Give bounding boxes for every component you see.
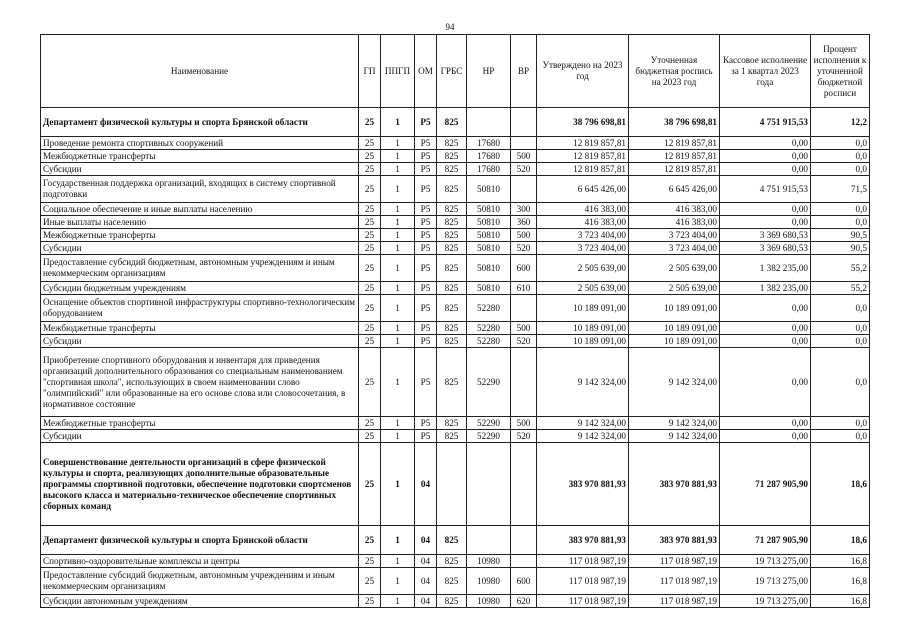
cell-name: Межбюджетные трансферты [41,150,359,163]
cell-cash: 0,00 [720,163,811,176]
cell-name: Межбюджетные трансферты [41,417,359,430]
cell-np [467,443,511,526]
cell-vr [511,555,537,568]
table-header [41,35,870,108]
cell-grbs: 825 [437,526,467,555]
cell-np: 10980 [467,595,511,608]
cell-grbs: 825 [437,150,467,163]
table-row [41,242,870,255]
cell-refined: 9 142 324,00 [629,417,720,430]
cell-np: 17680 [467,150,511,163]
table-row [41,443,870,526]
table-row [41,555,870,568]
cell-refined: 12 819 857,81 [629,137,720,150]
cell-percent: 16,8 [811,568,870,595]
cell-grbs: 825 [437,322,467,335]
cell-ppgp: 1 [381,229,415,242]
cell-ppgp: 1 [381,203,415,216]
cell-refined: 9 142 324,00 [629,348,720,417]
cell-vr [511,176,537,203]
cell-grbs: 825 [437,295,467,322]
cell-om: Р5 [415,176,437,203]
cell-om: Р5 [415,242,437,255]
col-header-refined: Уточненная бюджетная роспись на 2023 год [629,35,720,108]
cell-refined: 10 189 091,00 [629,295,720,322]
cell-cash: 0,00 [720,322,811,335]
cell-ppgp: 1 [381,176,415,203]
cell-grbs: 825 [437,430,467,443]
cell-gp: 25 [359,137,381,150]
cell-om: Р5 [415,229,437,242]
cell-gp: 25 [359,176,381,203]
cell-percent: 0,0 [811,163,870,176]
cell-ppgp: 1 [381,555,415,568]
cell-np [467,108,511,137]
cell-approved: 383 970 881,93 [537,443,629,526]
table-row [41,108,870,137]
cell-percent: 90,5 [811,242,870,255]
cell-cash: 0,00 [720,137,811,150]
cell-vr [511,108,537,137]
cell-approved: 117 018 987,19 [537,555,629,568]
cell-refined: 10 189 091,00 [629,335,720,348]
cell-np: 50810 [467,216,511,229]
cell-refined: 117 018 987,19 [629,595,720,608]
cell-name: Субсидии [41,163,359,176]
cell-name: Субсидии [41,242,359,255]
cell-om: 04 [415,443,437,526]
cell-np: 10980 [467,568,511,595]
cell-cash: 0,00 [720,216,811,229]
cell-percent: 16,8 [811,555,870,568]
cell-gp: 25 [359,229,381,242]
cell-name: Межбюджетные трансферты [41,322,359,335]
table-row [41,216,870,229]
cell-refined: 2 505 639,00 [629,282,720,295]
cell-np: 50810 [467,229,511,242]
cell-grbs: 825 [437,595,467,608]
cell-np: 17680 [467,137,511,150]
cell-gp: 25 [359,163,381,176]
cell-percent: 12,2 [811,108,870,137]
cell-gp: 25 [359,335,381,348]
cell-approved: 12 819 857,81 [537,163,629,176]
cell-vr [511,443,537,526]
cell-ppgp: 1 [381,282,415,295]
cell-approved: 12 819 857,81 [537,137,629,150]
cell-name: Субсидии бюджетным учреждениям [41,282,359,295]
cell-cash: 0,00 [720,348,811,417]
cell-om: Р5 [415,137,437,150]
cell-np: 52280 [467,335,511,348]
cell-grbs: 825 [437,203,467,216]
cell-approved: 3 723 404,00 [537,229,629,242]
cell-om: Р5 [415,282,437,295]
cell-om: 04 [415,555,437,568]
cell-approved: 416 383,00 [537,203,629,216]
col-header-approved: Утверждено на 2023 год [537,35,629,108]
cell-ppgp: 1 [381,242,415,255]
table-body [41,108,870,608]
cell-refined: 3 723 404,00 [629,242,720,255]
cell-percent: 0,0 [811,137,870,150]
cell-grbs [437,443,467,526]
cell-ppgp: 1 [381,348,415,417]
cell-om: Р5 [415,322,437,335]
cell-cash: 71 287 905,90 [720,443,811,526]
cell-refined: 117 018 987,19 [629,568,720,595]
cell-ppgp: 1 [381,150,415,163]
cell-om: Р5 [415,108,437,137]
table-row [41,526,870,555]
cell-ppgp: 1 [381,335,415,348]
cell-percent: 0,0 [811,203,870,216]
cell-np: 17680 [467,163,511,176]
cell-gp: 25 [359,242,381,255]
cell-vr: 600 [511,568,537,595]
table-row [41,229,870,242]
cell-vr: 520 [511,163,537,176]
cell-grbs: 825 [437,163,467,176]
cell-grbs: 825 [437,255,467,282]
cell-refined: 383 970 881,93 [629,443,720,526]
cell-approved: 12 819 857,81 [537,150,629,163]
cell-vr [511,137,537,150]
cell-np: 50810 [467,203,511,216]
cell-approved: 2 505 639,00 [537,255,629,282]
col-header-cash: Кассовое исполнение за 1 квартал 2023 года [720,35,811,108]
cell-ppgp: 1 [381,526,415,555]
cell-np: 50810 [467,242,511,255]
cell-cash: 0,00 [720,203,811,216]
cell-grbs: 825 [437,108,467,137]
table-row [41,163,870,176]
cell-name: Проведение ремонта спортивных сооружений [41,137,359,150]
cell-cash: 19 713 275,00 [720,568,811,595]
cell-om: Р5 [415,335,437,348]
cell-name: Департамент физической культуры и спорта Брянской области [41,108,359,137]
cell-vr [511,348,537,417]
cell-refined: 416 383,00 [629,216,720,229]
cell-cash: 4 751 915,53 [720,108,811,137]
cell-gp: 25 [359,216,381,229]
cell-om: Р5 [415,216,437,229]
cell-cash: 0,00 [720,430,811,443]
cell-gp: 25 [359,526,381,555]
cell-gp: 25 [359,417,381,430]
cell-refined: 3 723 404,00 [629,229,720,242]
cell-name: Государственная поддержка организаций, входящих в систему спортивной подготовки [41,176,359,203]
cell-np: 52280 [467,322,511,335]
cell-percent: 18,6 [811,526,870,555]
cell-gp: 25 [359,568,381,595]
cell-approved: 9 142 324,00 [537,430,629,443]
cell-grbs: 825 [437,242,467,255]
cell-ppgp: 1 [381,163,415,176]
cell-name: Приобретение спортивного оборудования и инвентаря для приведения организаций дополнительного образования со специальным наименованием "спортивная школа", использующих в своем наименовании слово "олимпийский" или образованные на его основе слова или словосочетания, в нормативное состояние [41,348,359,417]
cell-np: 52290 [467,430,511,443]
cell-np: 52290 [467,417,511,430]
table-row [41,176,870,203]
col-header-om: ОМ [415,35,437,108]
cell-om: 04 [415,595,437,608]
table-row [41,335,870,348]
cell-vr: 520 [511,242,537,255]
cell-approved: 383 970 881,93 [537,526,629,555]
cell-approved: 2 505 639,00 [537,282,629,295]
cell-approved: 10 189 091,00 [537,335,629,348]
cell-approved: 9 142 324,00 [537,348,629,417]
cell-ppgp: 1 [381,216,415,229]
cell-cash: 0,00 [720,335,811,348]
cell-ppgp: 1 [381,417,415,430]
cell-ppgp: 1 [381,568,415,595]
cell-vr: 500 [511,229,537,242]
budget-table [40,34,870,608]
cell-grbs: 825 [437,282,467,295]
cell-grbs: 825 [437,417,467,430]
cell-np: 50810 [467,282,511,295]
cell-percent: 71,5 [811,176,870,203]
page-number: 94 [445,22,455,32]
cell-percent: 90,5 [811,229,870,242]
cell-refined: 416 383,00 [629,203,720,216]
cell-refined: 10 189 091,00 [629,322,720,335]
table-row [41,255,870,282]
cell-vr: 520 [511,430,537,443]
cell-om: Р5 [415,417,437,430]
cell-om: Р5 [415,203,437,216]
cell-percent: 0,0 [811,295,870,322]
table-row [41,430,870,443]
cell-refined: 38 796 698,81 [629,108,720,137]
cell-gp: 25 [359,108,381,137]
cell-gp: 25 [359,282,381,295]
cell-cash: 4 751 915,53 [720,176,811,203]
cell-vr [511,526,537,555]
cell-np: 50810 [467,255,511,282]
table-row [41,203,870,216]
cell-gp: 25 [359,430,381,443]
cell-gp: 25 [359,295,381,322]
cell-np: 10980 [467,555,511,568]
cell-gp: 25 [359,150,381,163]
cell-grbs: 825 [437,348,467,417]
cell-vr: 360 [511,216,537,229]
cell-cash: 1 382 235,00 [720,282,811,295]
cell-approved: 3 723 404,00 [537,242,629,255]
cell-name: Субсидии автономным учреждениям [41,595,359,608]
cell-name: Предоставление субсидий бюджетным, автономным учреждениям и иным некоммерческим организациям [41,568,359,595]
cell-ppgp: 1 [381,255,415,282]
cell-refined: 6 645 426,00 [629,176,720,203]
cell-grbs: 825 [437,176,467,203]
cell-gp: 25 [359,595,381,608]
cell-np: 52290 [467,348,511,417]
cell-vr: 500 [511,150,537,163]
cell-cash: 19 713 275,00 [720,595,811,608]
cell-cash: 3 369 680,53 [720,242,811,255]
cell-om: 04 [415,526,437,555]
cell-vr: 620 [511,595,537,608]
cell-approved: 10 189 091,00 [537,295,629,322]
cell-name: Оснащение объектов спортивной инфраструктуры спортивно-технологическим оборудованием [41,295,359,322]
cell-approved: 117 018 987,19 [537,595,629,608]
cell-om: Р5 [415,255,437,282]
cell-refined: 12 819 857,81 [629,163,720,176]
cell-name: Межбюджетные трансферты [41,229,359,242]
cell-gp: 25 [359,443,381,526]
cell-cash: 71 287 905,90 [720,526,811,555]
col-header-gp: ГП [359,35,381,108]
table-row [41,150,870,163]
col-header-percent: Процент исполнения к уточненной бюджетной росписи [811,35,870,108]
cell-ppgp: 1 [381,443,415,526]
col-header-ppgp: ППГП [381,35,415,108]
cell-np: 52280 [467,295,511,322]
cell-cash: 0,00 [720,417,811,430]
col-header-grbs: ГРБС [437,35,467,108]
cell-name: Спортивно-оздоровительные комплексы и центры [41,555,359,568]
table-row [41,568,870,595]
cell-percent: 0,0 [811,335,870,348]
cell-vr: 500 [511,417,537,430]
cell-name: Совершенствование деятельности организаций в сфере физической культуры и спорта, реализующих дополнительные образовательные программы спортивной подготовки, обеспечение подготовки спортсменов высокого класса и материально-техническое обеспечение спортивных сборных команд [41,443,359,526]
cell-grbs: 825 [437,229,467,242]
cell-percent: 55,2 [811,282,870,295]
cell-refined: 383 970 881,93 [629,526,720,555]
cell-name: Субсидии [41,430,359,443]
table-row [41,595,870,608]
cell-gp: 25 [359,348,381,417]
table-row [41,137,870,150]
cell-refined: 117 018 987,19 [629,555,720,568]
cell-percent: 18,6 [811,443,870,526]
cell-percent: 0,0 [811,150,870,163]
cell-ppgp: 1 [381,137,415,150]
cell-ppgp: 1 [381,430,415,443]
cell-om: Р5 [415,295,437,322]
cell-om: Р5 [415,430,437,443]
cell-cash: 1 382 235,00 [720,255,811,282]
cell-vr: 610 [511,282,537,295]
cell-vr: 500 [511,322,537,335]
table-row [41,295,870,322]
cell-percent: 55,2 [811,255,870,282]
cell-percent: 0,0 [811,430,870,443]
cell-grbs: 825 [437,137,467,150]
cell-om: Р5 [415,150,437,163]
cell-approved: 117 018 987,19 [537,568,629,595]
cell-refined: 12 819 857,81 [629,150,720,163]
cell-grbs: 825 [437,335,467,348]
cell-vr [511,295,537,322]
cell-grbs: 825 [437,216,467,229]
cell-vr: 520 [511,335,537,348]
cell-percent: 0,0 [811,322,870,335]
col-header-name: Наименование [41,35,359,108]
cell-om: 04 [415,568,437,595]
col-header-np: НР [467,35,511,108]
cell-ppgp: 1 [381,595,415,608]
cell-approved: 9 142 324,00 [537,417,629,430]
cell-percent: 0,0 [811,216,870,229]
cell-vr: 300 [511,203,537,216]
cell-name: Социальное обеспечение и иные выплаты населению [41,203,359,216]
cell-approved: 10 189 091,00 [537,322,629,335]
cell-ppgp: 1 [381,322,415,335]
cell-name: Предоставление субсидий бюджетным, автономным учреждениям и иным некоммерческим организациям [41,255,359,282]
table-row [41,282,870,295]
cell-om: Р5 [415,163,437,176]
cell-cash: 3 369 680,53 [720,229,811,242]
cell-name: Субсидии [41,335,359,348]
cell-grbs: 825 [437,555,467,568]
cell-percent: 0,0 [811,417,870,430]
col-header-vr: ВР [511,35,537,108]
cell-approved: 416 383,00 [537,216,629,229]
table-row [41,322,870,335]
cell-vr: 600 [511,255,537,282]
cell-name: Департамент физической культуры и спорта Брянской области [41,526,359,555]
cell-percent: 16,8 [811,595,870,608]
table-row [41,417,870,430]
cell-approved: 38 796 698,81 [537,108,629,137]
cell-np: 50810 [467,176,511,203]
cell-cash: 19 713 275,00 [720,555,811,568]
cell-gp: 25 [359,322,381,335]
table-row [41,348,870,417]
cell-approved: 6 645 426,00 [537,176,629,203]
cell-gp: 25 [359,255,381,282]
cell-om: Р5 [415,348,437,417]
cell-np [467,526,511,555]
cell-cash: 0,00 [720,295,811,322]
cell-cash: 0,00 [720,150,811,163]
cell-percent: 0,0 [811,348,870,417]
cell-ppgp: 1 [381,108,415,137]
cell-ppgp: 1 [381,295,415,322]
cell-refined: 9 142 324,00 [629,430,720,443]
cell-grbs: 825 [437,568,467,595]
cell-name: Иные выплаты населению [41,216,359,229]
cell-refined: 2 505 639,00 [629,255,720,282]
cell-gp: 25 [359,555,381,568]
cell-gp: 25 [359,203,381,216]
